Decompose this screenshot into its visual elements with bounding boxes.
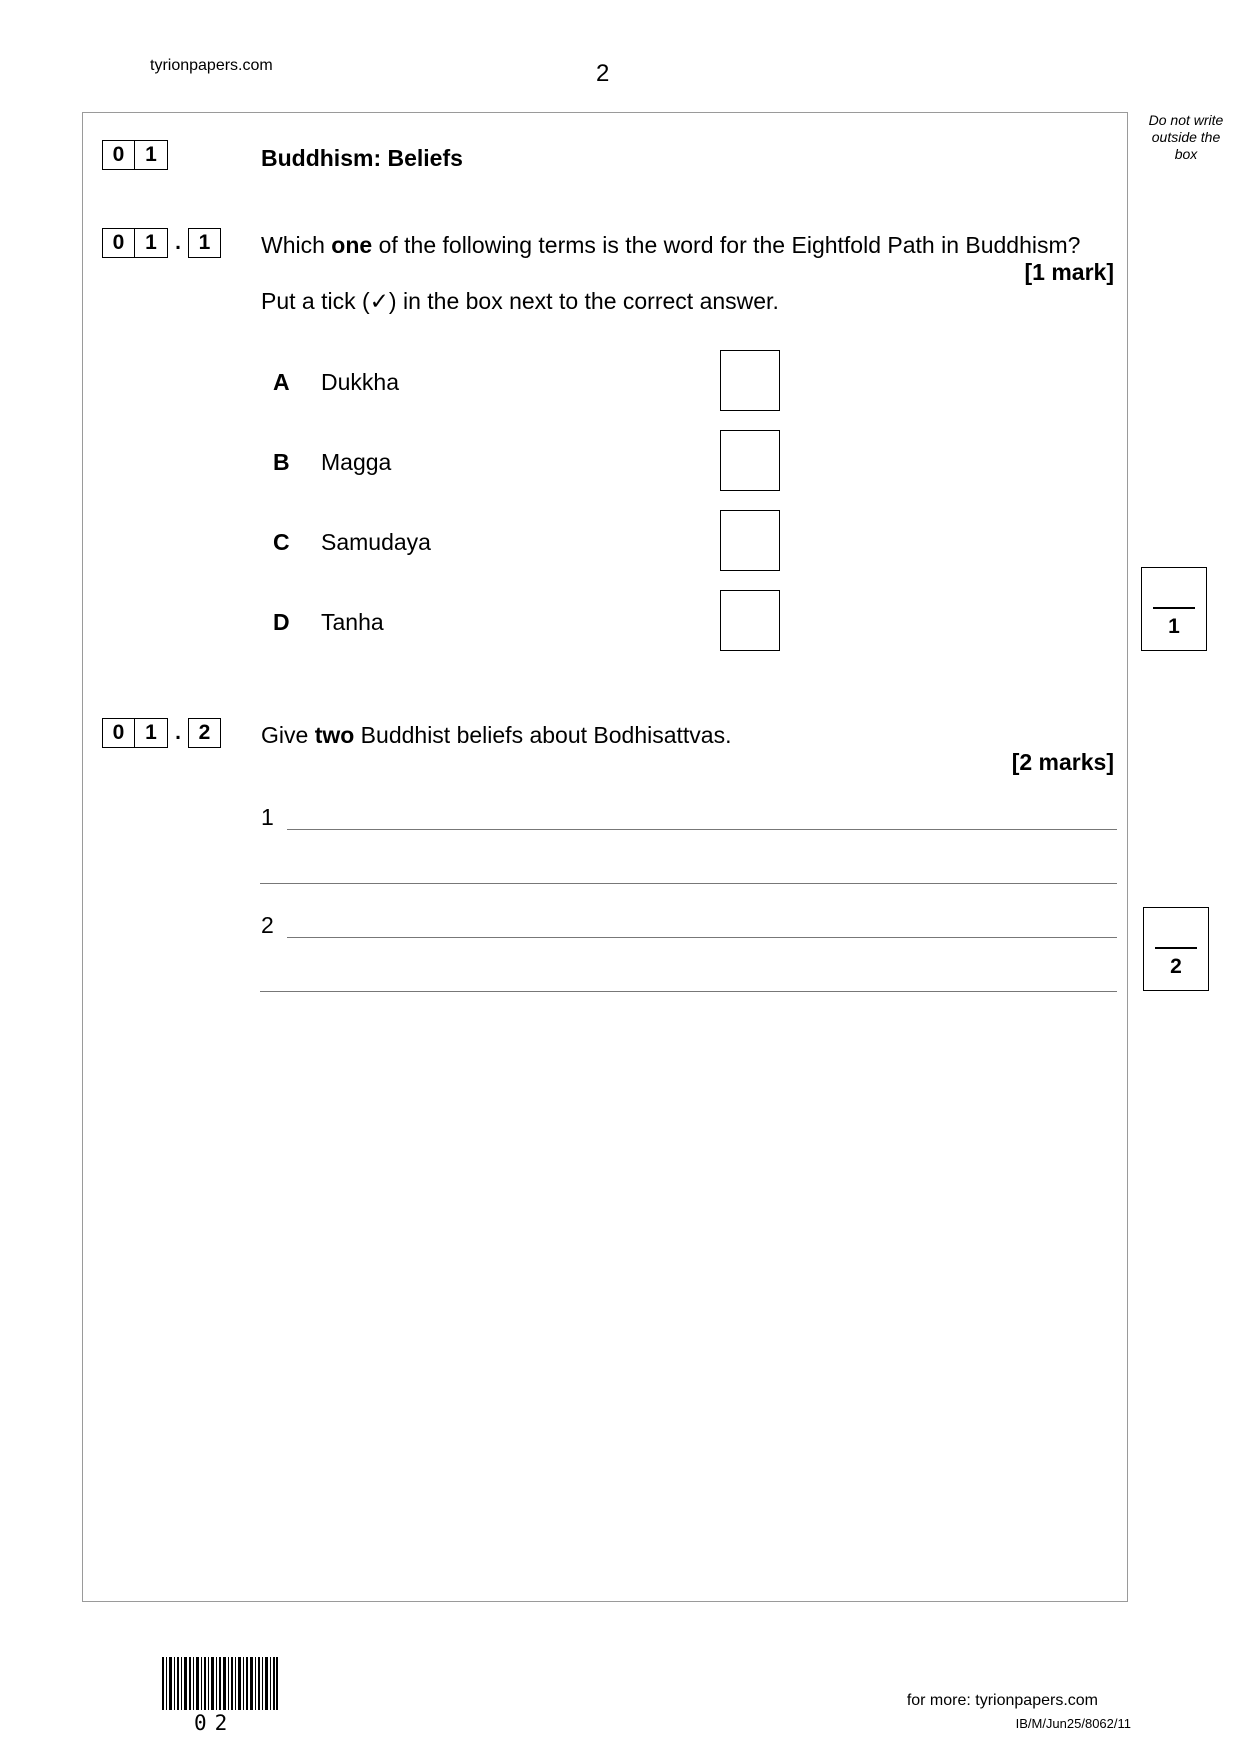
option-letter-b: B <box>273 449 290 475</box>
tick-box-c[interactable] <box>720 510 780 571</box>
question-text-01-1 <box>261 232 1080 259</box>
answer-line[interactable] <box>260 883 1117 884</box>
tick-box-b[interactable] <box>720 430 780 491</box>
mark-total: 1 <box>1168 615 1180 638</box>
option-text-b: Magga <box>321 449 392 475</box>
question-text-part: of the following terms is the word for the Eightfold Path in Buddhism? <box>372 232 1081 258</box>
question-text-emphasis: two <box>314 722 355 748</box>
question-number-dot: . <box>175 231 181 254</box>
question-text-part: Buddhist beliefs about Bodhisattvas. <box>354 722 732 748</box>
option-letter-d: D <box>273 609 290 635</box>
section-number <box>102 140 168 170</box>
option-text-a: Dukkha <box>321 369 399 395</box>
question-number-cell: 0 <box>102 718 135 748</box>
margin-note-line: Do not write <box>1148 112 1224 128</box>
margin-note-line: box <box>1174 146 1198 162</box>
question-number-01-2 <box>102 718 221 748</box>
question-number-dot: . <box>175 721 181 744</box>
option-letter-c: C <box>273 529 290 555</box>
footer-more-link[interactable]: for more: tyrionpapers.com <box>906 1692 1098 1709</box>
mark-total: 2 <box>1170 955 1182 978</box>
mark-box-bar <box>1153 607 1195 609</box>
section-number-cell: 0 <box>102 140 135 170</box>
answer-line-number: 2 <box>261 912 274 938</box>
answer-line[interactable] <box>260 991 1117 992</box>
option-letter-a: A <box>273 369 290 395</box>
question-number-cell: 1 <box>188 228 221 258</box>
marks-label-01-2: [2 marks] <box>1011 749 1114 775</box>
question-text-part: Give <box>261 722 315 748</box>
margin-note <box>1138 112 1234 163</box>
mark-total-box-01-2 <box>1143 907 1209 991</box>
mark-total-box-01-1 <box>1141 567 1207 651</box>
question-text-part: Which <box>261 232 332 258</box>
marks-label-01-1: [1 mark] <box>1024 259 1114 285</box>
question-text-emphasis: one <box>331 232 373 258</box>
mark-box-bar <box>1155 947 1197 949</box>
option-text-c: Samudaya <box>321 529 431 555</box>
page-number: 2 <box>596 60 610 87</box>
section-number-cell: 1 <box>135 140 168 170</box>
option-text-d: Tanha <box>321 609 384 635</box>
paper-code: IB/M/Jun25/8062/11 <box>1015 1716 1131 1731</box>
answer-line[interactable] <box>287 937 1117 938</box>
answer-frame <box>82 112 1128 1602</box>
question-number-cell: 1 <box>135 718 168 748</box>
question-number-cell: 2 <box>188 718 221 748</box>
site-url: tyrionpapers.com <box>150 57 273 74</box>
question-number-cell: 0 <box>102 228 135 258</box>
question-text-01-2 <box>261 722 731 749</box>
barcode <box>162 1657 278 1710</box>
question-number-01-1 <box>102 228 221 258</box>
question-number-cell: 1 <box>135 228 168 258</box>
tick-box-a[interactable] <box>720 350 780 411</box>
margin-note-line: outside the <box>1151 129 1221 145</box>
question-instruction: Put a tick (✓) in the box next to the correct answer. <box>261 288 779 314</box>
answer-line-number: 1 <box>261 804 274 830</box>
barcode-number: 02 <box>194 1711 236 1735</box>
answer-line[interactable] <box>287 829 1117 830</box>
tick-box-d[interactable] <box>720 590 780 651</box>
section-title: Buddhism: Beliefs <box>261 145 463 171</box>
